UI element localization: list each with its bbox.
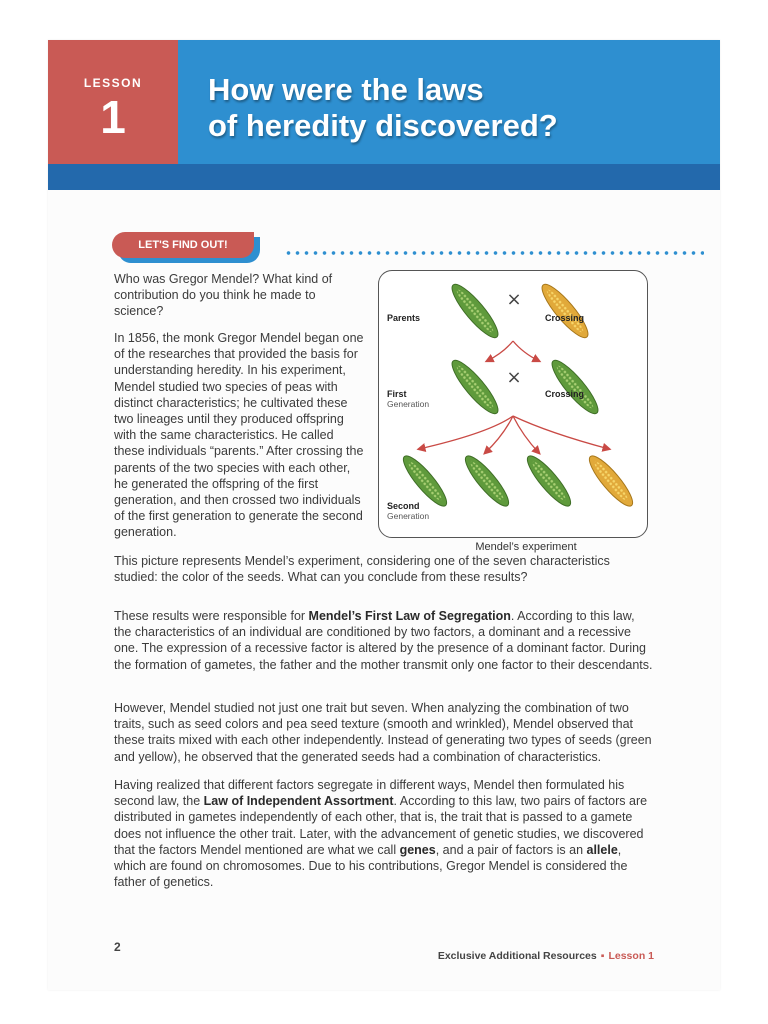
seven-traits-paragraph: However, Mendel studied not just one trait but seven. When analyzing the combination of two traits, such as seed colors and pea seed texture (smooth and wrinkled), Mendel observed that these traits mixed with each other independently. Instead of generating two types of seeds (green and yellow), he observed that the generated seeds had a combination of characteristics. <box>114 701 652 764</box>
first-generation-label: First Generation <box>387 389 430 409</box>
allele-term: allele <box>586 842 618 857</box>
arrow-to-f2-4 <box>513 416 609 449</box>
green-pod-f2-2 <box>460 451 514 511</box>
cross-symbol-1: × <box>506 289 522 310</box>
green-pod-f1-left <box>446 355 503 419</box>
green-pod-parent <box>446 279 503 343</box>
footer-separator: ▪ <box>600 950 605 962</box>
intro-question: Who was Gregor Mendel? What kind of contribution do you think he made to science? <box>114 272 333 319</box>
section-badge: LET'S FIND OUT! <box>112 232 254 258</box>
first-law-term: Mendel’s First Law of Segregation <box>308 609 511 623</box>
mendel-experiment-figure <box>378 270 648 538</box>
green-pod-f2-3 <box>522 451 576 511</box>
first-law-paragraph: These results were responsible for Mendel’s First Law of Segregation. According to this law, the characteristics of an individual are conditioned by two factors, a dominant and a recessive one. The expression of a recessive factor is altered by the presence of a dominant factor. During the formation of gametes, the father and the mother transmit only one factor to their descendants. <box>114 609 653 672</box>
parents-label: Parents <box>387 313 421 323</box>
arrow-to-f2-2 <box>485 416 513 453</box>
lesson-word: LESSON <box>83 76 143 90</box>
footer-lesson: Lesson 1 <box>608 950 654 962</box>
lesson-header <box>48 40 720 190</box>
crossing-label-2: Crossing <box>545 389 585 399</box>
mendel-history-paragraph: In 1856, the monk Gregor Mendel began one of the researches that provided the basis for understanding heredity. In his experiment, Mendel studied two species of peas with distinct characteristics; he cultivated these two lineages until they produced offspring with the same characteristics. He called these individuals “parents.” After crossing the parents of the two species with each other, he generated the offspring of the first generation, and then crossed two individuals of the first generation to generate the second generation. <box>114 331 364 540</box>
cross-symbol-2: × <box>506 367 522 388</box>
textbook-page <box>48 40 720 990</box>
crossing-label-1: Crossing <box>545 313 585 323</box>
page-number: 2 <box>114 940 121 954</box>
title-line-2: of heredity discovered? <box>208 108 558 143</box>
second-generation-label: Second Generation <box>387 501 430 521</box>
lesson-number: 1 <box>100 91 126 143</box>
yellow-pod-f2-4 <box>584 451 638 511</box>
green-pod-f1-right <box>546 355 603 419</box>
page-footer <box>414 950 654 962</box>
arrow-to-f1-right <box>513 341 539 361</box>
arrow-to-f2-1 <box>419 416 513 449</box>
second-law-term: Law of Independent Assortment <box>203 794 394 809</box>
header-strip <box>48 164 720 190</box>
lesson-title <box>208 72 708 144</box>
second-law-paragraph: Having realized that different factors segregate in different ways, Mendel then formulated his second law, the Law of Independent Assortment. According to this law, two pairs of factors are distributed in gametes independently of each other, that is, the trait that is passed to a gamete does not influence the other trait. Later, with the advancement of genetic studies, we discovered that the factors Mendel mentioned are what we call genes, and a pair of factors is an allele, which are found on chromosomes. Due to his contributions, Gregor Mendel is considered the father of genetics. <box>114 778 648 890</box>
dotted-divider <box>284 250 704 256</box>
footer-resources: Exclusive Additional Resources <box>437 950 597 962</box>
lesson-badge <box>48 40 178 164</box>
yellow-pod-parent <box>536 279 593 343</box>
picture-question-paragraph: This picture represents Mendel’s experiment, considering one of the seven characteristics studied: the color of the seeds. What can you conclude from these results? <box>114 554 610 585</box>
genes-term: genes <box>399 842 436 857</box>
figure-caption: Mendel’s experiment <box>475 541 577 553</box>
arrow-to-f1-left <box>487 341 513 361</box>
title-line-1: How were the laws <box>208 72 484 107</box>
